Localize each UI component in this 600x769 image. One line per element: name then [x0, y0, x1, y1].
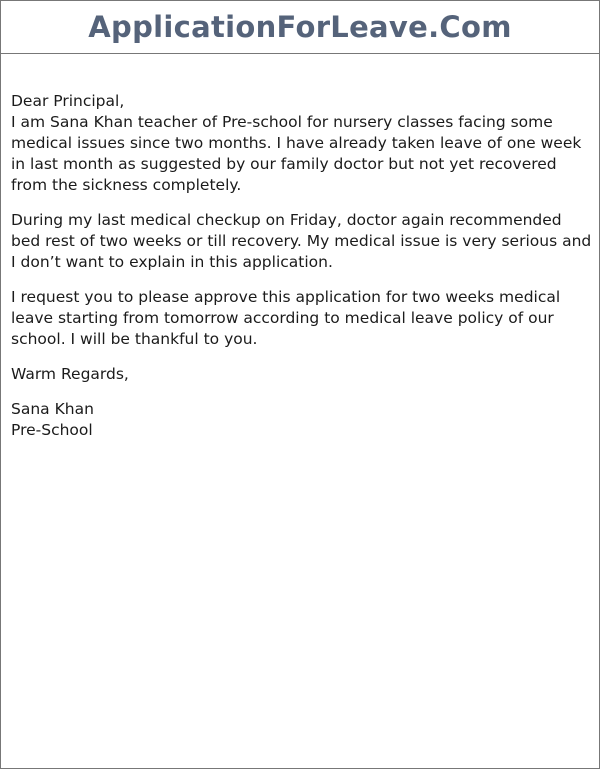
- paragraph-3: I request you to please approve this application for two weeks medical leave starting from tomorrow according to medical leave policy of our school. I will be thankful to you.: [11, 288, 561, 348]
- signature-title: Pre-School: [11, 421, 93, 439]
- spacer: [11, 385, 593, 399]
- site-header: [0, 0, 600, 54]
- spacer: [11, 196, 593, 210]
- paragraph-2: During my last medical checkup on Friday, doctor again recommended bed rest of two weeks or till recovery. My medical issue is very serious and I don’t want to explain in this application.: [11, 211, 592, 271]
- letter-body: [11, 91, 593, 441]
- paragraph-1: I am Sana Khan teacher of Pre-school for nursery classes facing some medical issues since two months. I have already taken leave of one week in last month as suggested by our family doctor but not yet recovered from the sickness completely.: [11, 113, 582, 194]
- spacer: [11, 350, 593, 364]
- salutation: Dear Principal,: [11, 92, 125, 110]
- signature-name: Sana Khan: [11, 400, 94, 418]
- site-title: ApplicationForLeave.Com: [88, 10, 512, 44]
- letter-container: [0, 54, 600, 769]
- spacer: [11, 273, 593, 287]
- closing: Warm Regards,: [11, 365, 129, 383]
